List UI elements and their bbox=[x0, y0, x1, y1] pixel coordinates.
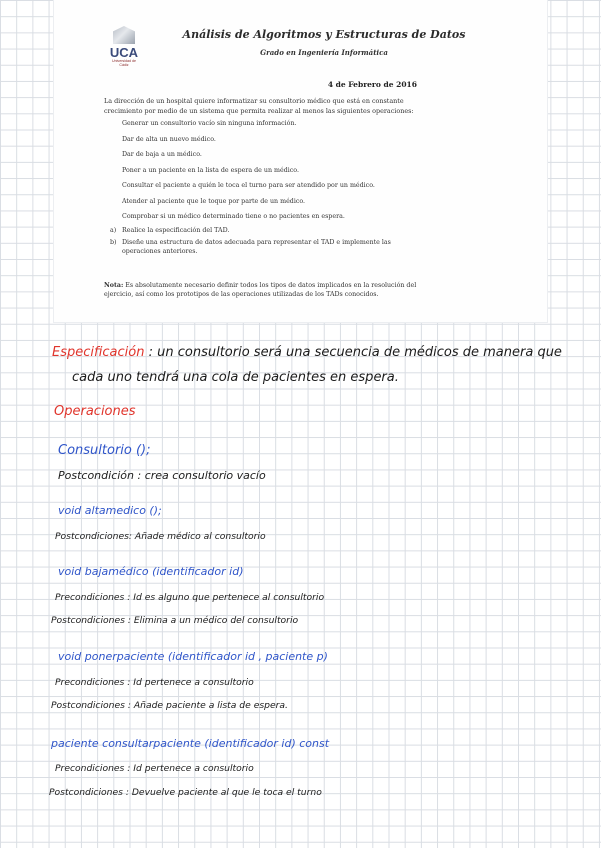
spec-label: Especificación bbox=[52, 345, 145, 360]
list-item: Dar de alta un nuevo médico. bbox=[122, 135, 216, 143]
list-item: Comprobar si un médico determinado tiene o no pacientes en espera. bbox=[122, 213, 345, 220]
list-item: Generar un consultorio vacío sin ninguna información. bbox=[122, 120, 297, 127]
op5-precondition: Precondiciones : Id pertenece a consultorio bbox=[55, 763, 254, 774]
op1-signature: Consultorio (); bbox=[58, 443, 151, 458]
task-text: Diseñe una estructura de datos adecuada para representar el TAD e implemente las operaciones anteriores. bbox=[122, 239, 391, 255]
list-item bbox=[110, 226, 422, 235]
exam-note bbox=[104, 281, 422, 299]
required-operations-list bbox=[122, 120, 375, 229]
exam-title: Análisis de Algoritmos y Estructuras de Datos bbox=[182, 28, 466, 41]
task-tag: a) bbox=[110, 227, 117, 234]
task-list bbox=[110, 226, 422, 259]
university-logo bbox=[109, 26, 139, 67]
spec-line-2: cada uno tendrá una cola de pacientes en espera. bbox=[72, 370, 399, 385]
op1-postcondition: Postcondición : crea consultorio vacío bbox=[58, 469, 266, 482]
spec-text-1: : un consultorio será una secuencia de médicos de manera que bbox=[148, 345, 562, 360]
list-item: Consultar el paciente a quién le toca el turno para ser atendido por un médico. bbox=[122, 182, 375, 189]
op5-signature: paciente consultarpaciente (identificador id) const bbox=[51, 737, 330, 750]
exam-sheet bbox=[54, 0, 547, 322]
op2-signature: void altamedico (); bbox=[58, 504, 162, 517]
list-item: Dar de baja a un médico. bbox=[122, 151, 202, 158]
op3-precondition: Precondiciones : Id es alguno que pertenece al consultorio bbox=[55, 592, 325, 603]
list-item: Atender al paciente que le toque por parte de un médico. bbox=[122, 197, 306, 205]
spec-line-1 bbox=[52, 345, 562, 360]
op4-precondition: Precondiciones : Id pertenece a consultorio bbox=[55, 677, 254, 688]
exam-subtitle: Grado en Ingeniería Informática bbox=[260, 48, 388, 57]
exam-intro: La dirección de un hospital quiere informatizar su consultorio médico que está en constante crecimiento por medio de un sistema que permita realizar al menos las siguientes operaciones: bbox=[104, 97, 414, 115]
op2-postcondition: Postcondiciones: Añade médico al consultorio bbox=[55, 531, 266, 542]
task-tag: b) bbox=[110, 239, 117, 246]
op5-postcondition: Postcondiciones : Devuelve paciente al que le toca el turno bbox=[49, 787, 322, 798]
op3-postcondition: Postcondiciones : Elimina a un médico del consultorio bbox=[51, 615, 299, 626]
logo-text: UCA bbox=[109, 45, 139, 60]
logo-subtext: Universidad de Cádiz bbox=[112, 59, 136, 67]
op3-signature: void bajamédico (identificador id) bbox=[58, 565, 244, 578]
op4-signature: void ponerpaciente (identificador id , paciente p) bbox=[58, 650, 328, 663]
task-text: Realice la especificación del TAD. bbox=[122, 227, 230, 234]
list-item bbox=[110, 238, 422, 256]
university-emblem-icon bbox=[113, 26, 135, 44]
list-item: Poner a un paciente en la lista de espera de un médico. bbox=[122, 166, 299, 174]
note-text: Es absolutamente necesario definir todos los tipos de datos implicados en la resolución del ejercicio, así como los prototipos de las operaciones utilizadas de los TADs conocidos. bbox=[104, 282, 417, 298]
exam-date: 4 de Febrero de 2016 bbox=[327, 80, 417, 89]
note-label: Nota: bbox=[104, 282, 124, 289]
op4-postcondition: Postcondiciones : Añade paciente a lista de espera. bbox=[51, 700, 288, 711]
operations-heading: Operaciones bbox=[54, 404, 136, 419]
